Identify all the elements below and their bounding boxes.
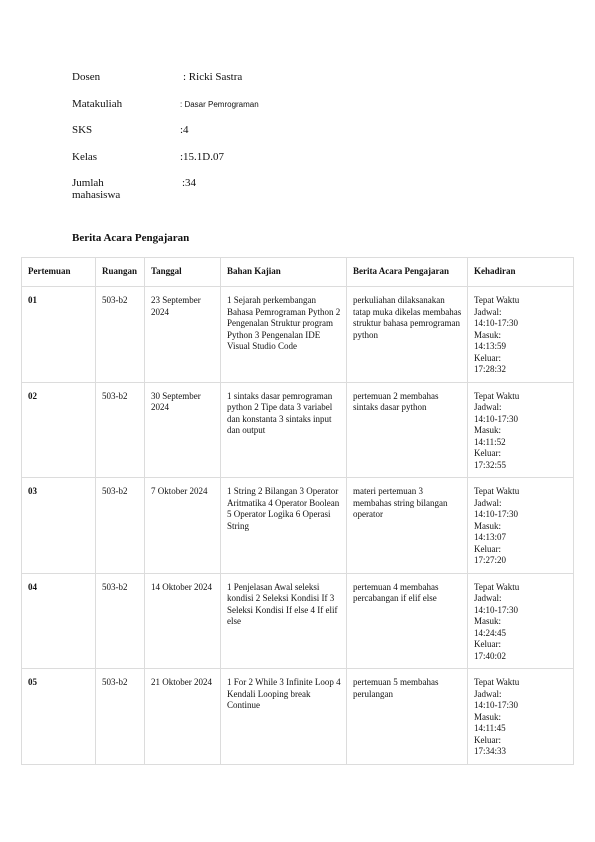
cell-kehadiran: [468, 382, 574, 478]
cell-bahan-kajian: 1 String 2 Bilangan 3 Operator Aritmatika 4 Operator Boolean 5 Operator Logika 6 Operasi String: [221, 478, 347, 574]
masuk-label: Masuk:: [474, 616, 501, 626]
masuk-label: Masuk:: [474, 425, 501, 435]
cell-bahan-kajian: 1 sintaks dasar pemrograman python 2 Tipe data 3 variabel dan konstanta 3 sintaks input dan output: [221, 382, 347, 478]
jadwal-label: Jadwal:: [474, 593, 502, 603]
masuk-value: 14:13:07: [474, 532, 507, 542]
cell-berita-acara: pertemuan 5 membahas perulangan: [347, 669, 468, 765]
info-label: SKS: [72, 124, 93, 136]
cell-ruangan: 503-b2: [96, 669, 145, 765]
cell-bahan-kajian: 1 Sejarah perkembangan Bahasa Pemrograman Python 2 Pengenalan Struktur program Python 3 Pengenalan IDE Visual Studio Code: [221, 287, 347, 383]
cell-tanggal: 14 Oktober 2024: [145, 573, 221, 669]
masuk-label: Masuk:: [474, 329, 501, 340]
cell-kehadiran: [468, 287, 574, 383]
attendance-status: Tepat Waktu: [474, 295, 520, 305]
cell-ruangan: 503-b2: [96, 573, 145, 669]
jadwal-value: 14:10-17:30: [474, 700, 518, 710]
masuk-value: 14:11:52: [474, 436, 506, 447]
jadwal-value: 14:10-17:30: [474, 318, 518, 328]
cell-pertemuan: 04: [22, 573, 96, 669]
info-value: : Ricki Sastra: [183, 71, 243, 83]
attendance-table-wrapper: [21, 257, 573, 765]
column-header-berita-acara: Berita Acara Pengajaran: [347, 258, 468, 287]
attendance-status: Tepat Waktu: [474, 390, 520, 401]
table-row: [22, 287, 574, 383]
info-value: :34: [182, 177, 197, 189]
jadwal-label: Jadwal:: [474, 306, 502, 317]
column-header-ruangan: Ruangan: [96, 258, 145, 287]
attendance-status: Tepat Waktu: [474, 581, 520, 592]
attendance-status: Tepat Waktu: [474, 486, 520, 496]
keluar-value: 17:27:20: [474, 555, 507, 565]
table-row: [22, 669, 574, 765]
jadwal-value: 14:10-17:30: [474, 604, 518, 615]
info-value: :4: [180, 124, 189, 136]
cell-kehadiran: [468, 478, 574, 574]
section-title: Berita Acara Pengajaran: [72, 232, 190, 244]
cell-ruangan: 503-b2: [96, 478, 145, 574]
column-header-kehadiran: Kehadiran: [468, 258, 574, 287]
cell-tanggal: 21 Oktober 2024: [145, 669, 221, 765]
keluar-label: Keluar:: [474, 448, 501, 458]
keluar-label: Keluar:: [474, 734, 501, 745]
cell-berita-acara: pertemuan 4 membahas percabangan if elif else: [347, 573, 468, 669]
keluar-label: Keluar:: [474, 639, 501, 649]
info-label: Jumlah mahasiswa: [72, 177, 121, 201]
info-label: Matakuliah: [72, 97, 123, 110]
info-value: :15.1D.07: [180, 150, 224, 163]
table-row: [22, 478, 574, 574]
cell-bahan-kajian: 1 For 2 While 3 Infinite Loop 4 Kendali Looping break Continue: [221, 669, 347, 765]
column-header-bahan-kajian: Bahan Kajian: [221, 258, 347, 287]
cell-berita-acara: pertemuan 2 membahas sintaks dasar python: [347, 382, 468, 478]
cell-kehadiran: [468, 669, 574, 765]
masuk-value: 14:13:59: [474, 341, 507, 351]
cell-tanggal: 23 September 2024: [145, 287, 221, 383]
cell-bahan-kajian: 1 Penjelasan Awal seleksi kondisi 2 Seleksi Kondisi If 3 Seleksi Kondisi If else 4 If elif else: [221, 573, 347, 669]
jadwal-label: Jadwal:: [474, 402, 502, 412]
attendance-table: [21, 257, 574, 765]
cell-tanggal: 30 September 2024: [145, 382, 221, 478]
keluar-value: 17:28:32: [474, 364, 507, 374]
keluar-label: Keluar:: [474, 352, 501, 363]
cell-ruangan: 503-b2: [96, 287, 145, 383]
column-header-pertemuan: Pertemuan: [22, 258, 96, 287]
table-row: [22, 382, 574, 478]
info-value: : Dasar Pemrograman: [180, 99, 259, 109]
masuk-label: Masuk:: [474, 520, 501, 531]
info-label: Dosen: [72, 71, 101, 83]
cell-berita-acara: materi pertemuan 3 membahas string bilangan operator: [347, 478, 468, 574]
masuk-value: 14:24:45: [474, 627, 507, 638]
table-header-row: [22, 258, 574, 287]
cell-kehadiran: [468, 573, 574, 669]
cell-tanggal: 7 Oktober 2024: [145, 478, 221, 574]
cell-pertemuan: 03: [22, 478, 96, 574]
keluar-value: 17:40:02: [474, 650, 507, 661]
cell-berita-acara: perkuliahan dilaksanakan tatap muka dikelas membahas struktur bahasa pemrograman python: [347, 287, 468, 383]
cell-pertemuan: 02: [22, 382, 96, 478]
keluar-label: Keluar:: [474, 543, 501, 554]
attendance-status: Tepat Waktu: [474, 677, 520, 687]
keluar-value: 17:32:55: [474, 459, 507, 470]
keluar-value: 17:34:33: [474, 746, 507, 756]
cell-pertemuan: 01: [22, 287, 96, 383]
table-row: [22, 573, 574, 669]
cell-ruangan: 503-b2: [96, 382, 145, 478]
column-header-tanggal: Tanggal: [145, 258, 221, 287]
masuk-label: Masuk:: [474, 711, 501, 722]
jadwal-label: Jadwal:: [474, 497, 502, 508]
cell-pertemuan: 05: [22, 669, 96, 765]
jadwal-value: 14:10-17:30: [474, 413, 518, 424]
jadwal-value: 14:10-17:30: [474, 509, 518, 519]
masuk-value: 14:11:45: [474, 723, 506, 733]
jadwal-label: Jadwal:: [474, 688, 502, 699]
info-label: Kelas: [72, 150, 98, 163]
